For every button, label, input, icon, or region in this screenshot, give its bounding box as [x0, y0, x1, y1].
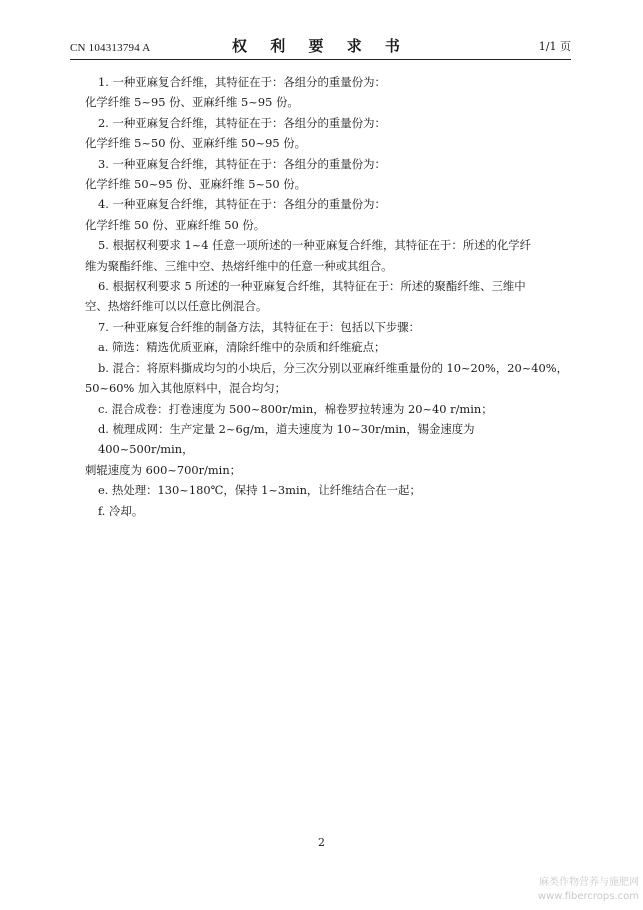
claim-6-line: 6. 根据权利要求 5 所述的一种亚麻复合纤维，其特征在于：所述的聚酯纤维、三维中 [98, 279, 526, 294]
claim-6-continuation: 空、热熔纤维可以以任意比例混合。 [85, 299, 268, 314]
page-number: 2 [318, 836, 325, 849]
watermark-line-2: www.fibercrops.com [537, 891, 639, 902]
claim-1-line: 1. 一种亚麻复合纤维，其特征在于：各组分的重量份为： [98, 75, 386, 89]
page-indicator: 1/1 页 [538, 40, 571, 53]
step-b-continuation: 50~60% 加入其他原料中，混合均匀； [85, 381, 287, 396]
step-a: a. 筛选：精选优质亚麻，清除纤维中的杂质和纤维疵点； [98, 340, 386, 355]
claim-3-detail: 化学纤维 50~95 份、亚麻纤维 5~50 份。 [85, 177, 306, 192]
claim-4-detail: 化学纤维 50 份、亚麻纤维 50 份。 [85, 217, 266, 232]
watermark-line-1: 麻类作物营养与施肥网 [539, 877, 639, 888]
claim-2-detail: 化学纤维 5~50 份、亚麻纤维 50~95 份。 [85, 136, 306, 151]
claim-5-continuation: 维为聚酯纤维、三维中空、热熔纤维中的任意一种或其组合。 [85, 258, 393, 273]
claim-7-line: 7. 一种亚麻复合纤维的制备方法，其特征在于：包括以下步骤： [98, 319, 421, 334]
step-c: c. 混合成卷：打卷速度为 500~800r/min，棉卷罗拉转速为 20~40 r/min； [98, 401, 493, 416]
claim-5-line: 5. 根据权利要求 1~4 任意一项所述的一种亚麻复合纤维，其特征在于：所述的化学纤 [98, 238, 532, 253]
step-d: d. 梳理成网：生产定量 2~6g/m，道夫速度为 10~30r/min，锡金速度为 400~500r/min， [98, 421, 475, 457]
watermark [538, 876, 639, 904]
step-b: b. 混合：将原料撕成均匀的小块后，分三次分别以亚麻纤维重量份的 10~20%，20~40%， [98, 360, 568, 375]
claims-body [85, 72, 573, 521]
claim-2-line: 2. 一种亚麻复合纤维，其特征在于：各组分的重量份为： [98, 115, 386, 130]
step-e: e. 热处理：130~180℃，保持 1~3min，让纤维结合在一起； [98, 483, 421, 498]
step-d-continuation: 刺辊速度为 600~700r/min； [85, 462, 242, 477]
publication-number: CN 104313794 A [70, 42, 151, 54]
claim-4-line: 4. 一种亚麻复合纤维，其特征在于：各组分的重量份为： [98, 197, 386, 212]
page-header [70, 36, 571, 58]
claim-3-line: 3. 一种亚麻复合纤维，其特征在于：各组分的重量份为： [98, 156, 386, 171]
document-title: 权 利 要 求 书 [232, 37, 409, 55]
step-f: f. 冷却。 [98, 503, 144, 518]
header-rule [70, 59, 571, 60]
claim-1-detail: 化学纤维 5~95 份、亚麻纤维 5~95 份。 [85, 95, 299, 110]
